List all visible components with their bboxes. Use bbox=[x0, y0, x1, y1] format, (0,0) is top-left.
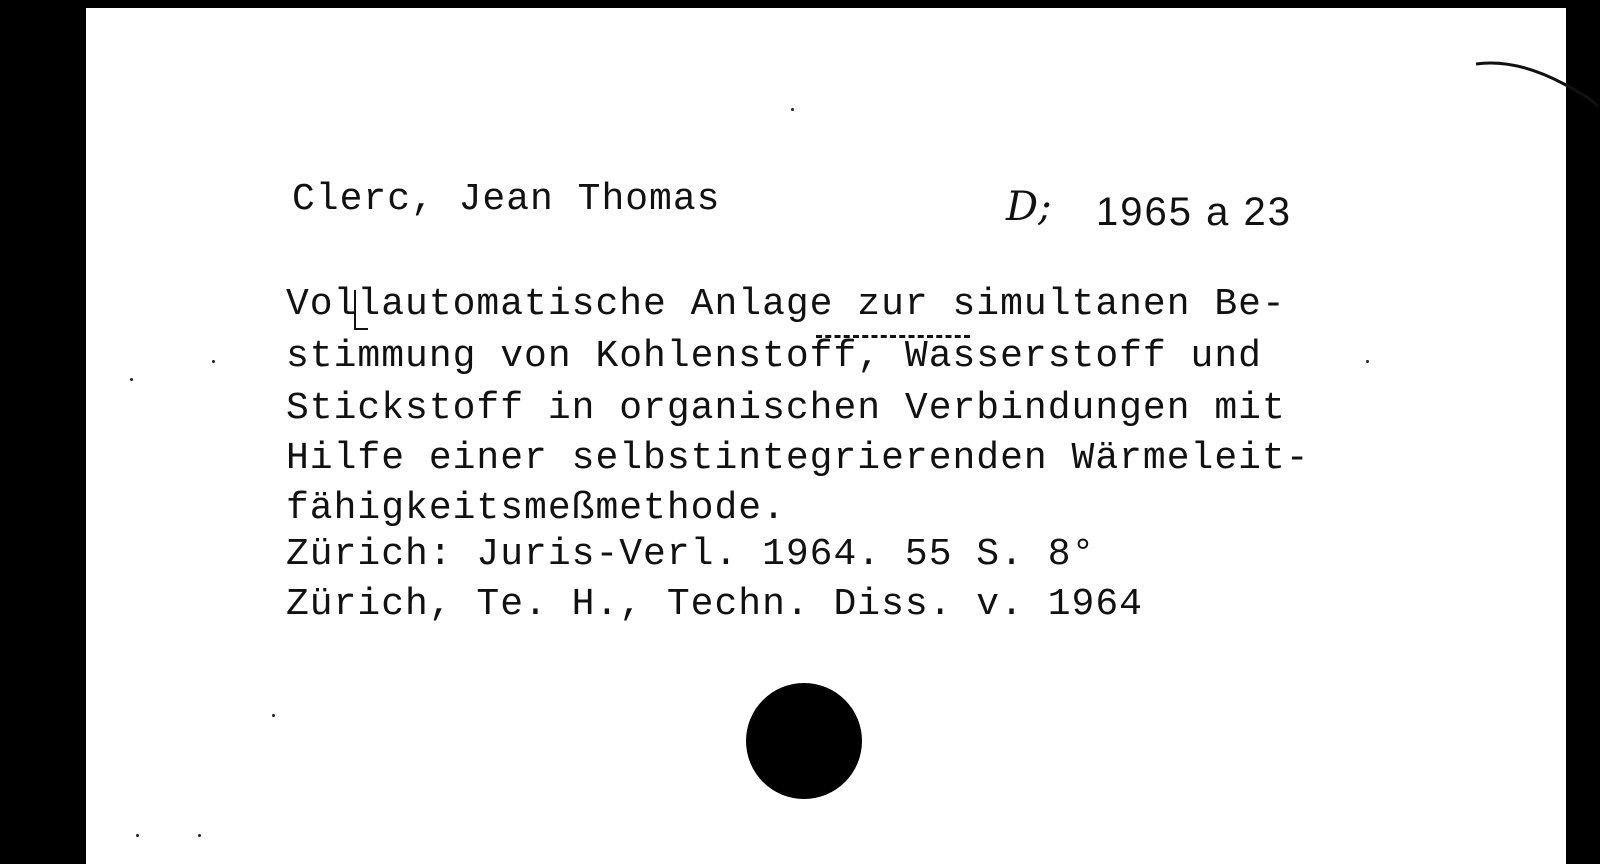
title-line: Stickstoff in organischen Verbindungen mit bbox=[286, 387, 1286, 430]
author-name: Clerc, Jean Thomas bbox=[292, 178, 721, 221]
dust-speck bbox=[791, 108, 794, 111]
title-line: fähigkeitsmeßmethode. bbox=[286, 487, 786, 530]
dust-speck bbox=[1366, 360, 1369, 363]
title-line: Hilfe einer selbstintegrierenden Wärmeleit- bbox=[286, 437, 1310, 480]
shelfmark-initial: D; bbox=[1006, 184, 1052, 230]
scan-top-edge bbox=[86, 0, 1566, 8]
card-surface bbox=[86, 8, 1566, 864]
title-line: Vollautomatische Anlage zur simultanen Be- bbox=[286, 283, 1286, 326]
title-line: stimmung von Kohlenstoff, Wasserstoff und bbox=[286, 335, 1262, 378]
pencil-mark bbox=[1474, 54, 1600, 110]
dust-speck bbox=[272, 714, 275, 717]
dust-speck bbox=[130, 378, 133, 381]
dust-speck bbox=[136, 834, 139, 837]
imprint: Zürich: Juris-Verl. 1964. 55 S. 8° bbox=[286, 533, 1096, 576]
shelfmark: 1965 a 23 bbox=[1096, 190, 1292, 234]
thesis-note: Zürich, Te. H., Techn. Diss. v. 1964 bbox=[286, 583, 1143, 626]
dust-speck bbox=[198, 834, 201, 837]
punch-hole bbox=[746, 683, 862, 799]
dust-speck bbox=[212, 360, 215, 363]
